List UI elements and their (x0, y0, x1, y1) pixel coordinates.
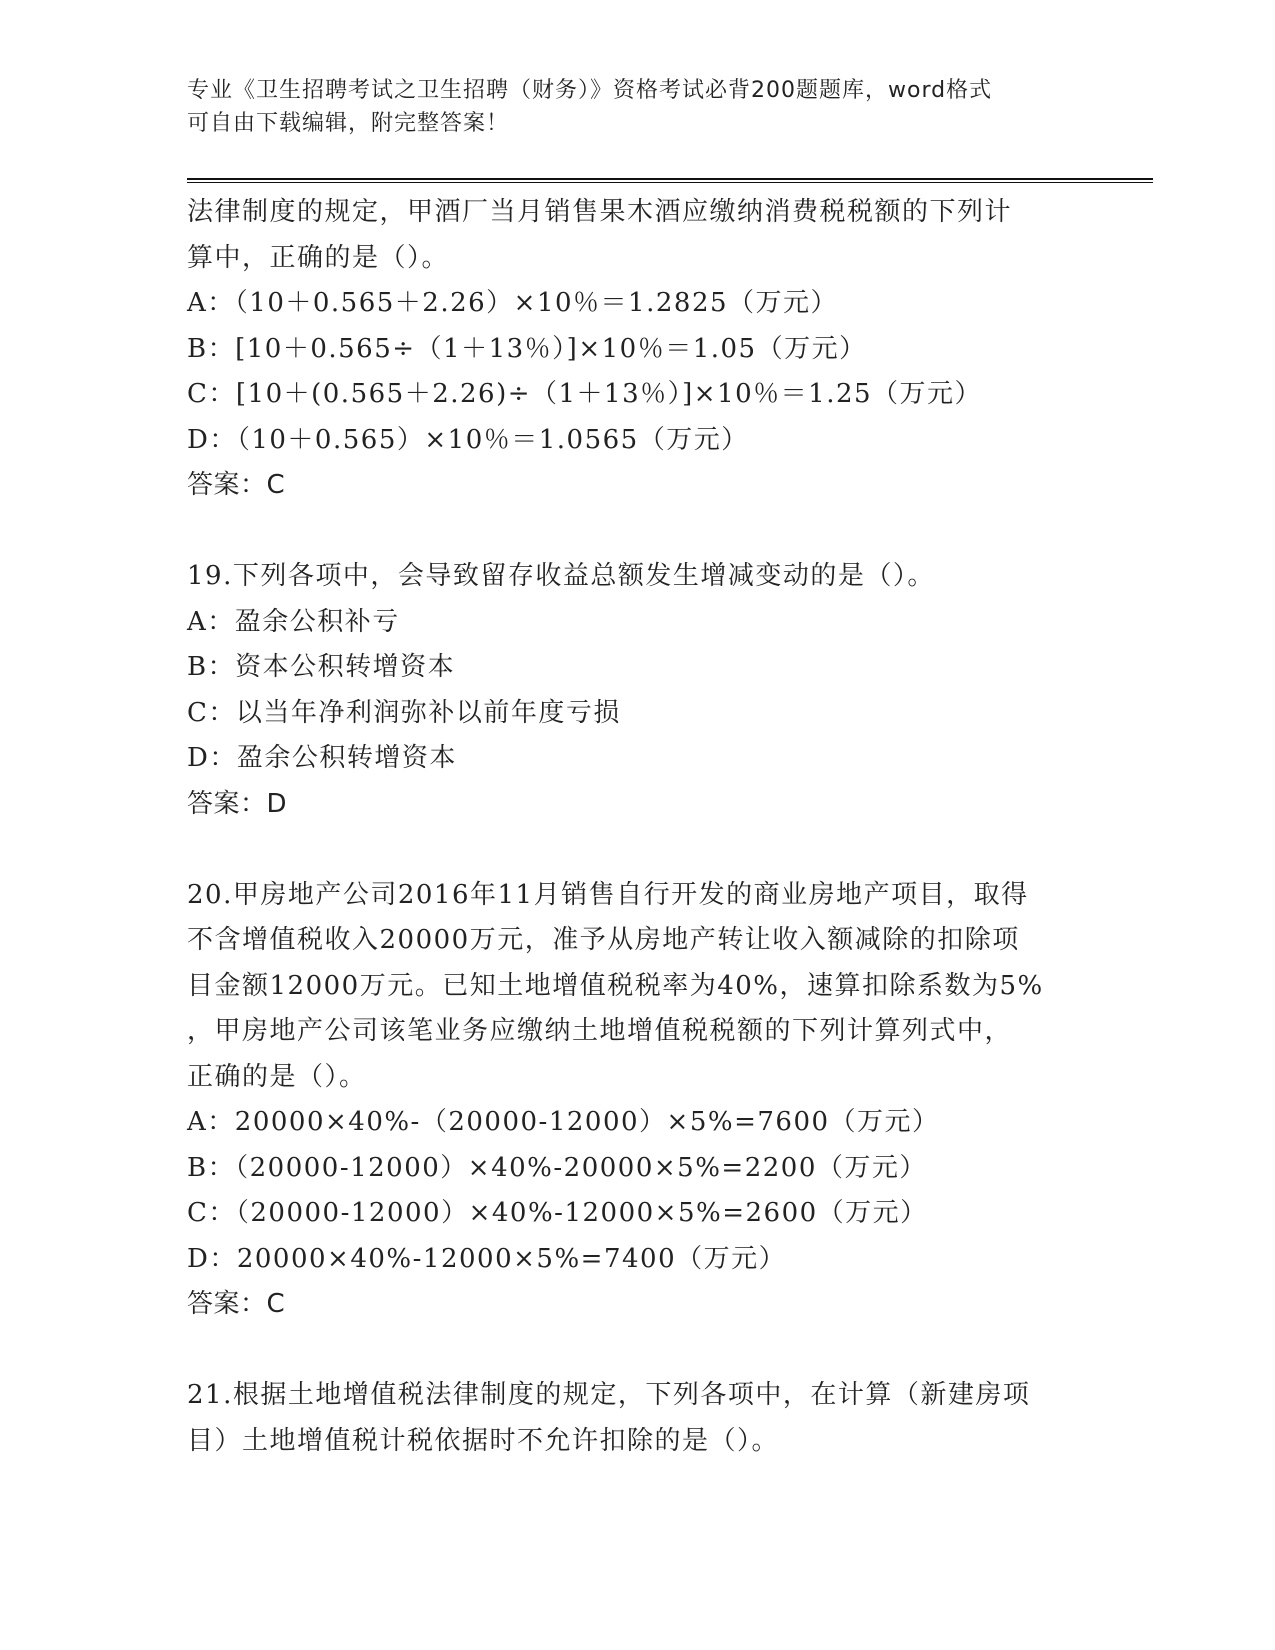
header-divider (187, 178, 1153, 183)
question-stem-line: 不含增值税收入20000万元，准予从房地产转让收入额减除的扣除项 (187, 925, 1020, 955)
question-20 (187, 873, 1087, 1328)
question-stem-line: 21.根据土地增值税法律制度的规定，下列各项中，在计算（新建房项 (187, 1380, 1031, 1410)
option-a: A：盈余公积补亏 (187, 606, 400, 637)
question-stem-line: 算中，正确的是（）。 (187, 242, 450, 273)
option-b: B：（20000-12000）×40%-20000×5%=2200（万元） (187, 1152, 927, 1183)
option-b: B：资本公积转增资本 (187, 652, 456, 682)
question-21 (187, 1373, 1087, 1464)
header-line-2: 可自由下载编辑，附完整答案！ (187, 111, 510, 136)
option-c: C：[10＋(0.565＋2.26)÷（1＋13％）]×10％＝1.25（万元） (187, 379, 983, 409)
document-body (187, 190, 1087, 1464)
option-d: D：20000×40%-12000×5%=7400（万元） (187, 1243, 787, 1274)
question-stem-line: 法律制度的规定，甲酒厂当月销售果木酒应缴纳消费税税额的下列计 (187, 197, 1013, 227)
question-stem-line: 19.下列各项中，会导致留存收益总额发生增减变动的是（）。 (187, 561, 935, 591)
spacer (187, 509, 1087, 555)
spacer (187, 827, 1087, 873)
question-19 (187, 554, 1087, 827)
question-stem-line: 20.甲房地产公司2016年11月销售自行开发的商业房地产项目，取得 (187, 879, 1029, 910)
option-a: A：（10＋0.565＋2.26）×10％＝1.2825（万元） (187, 288, 839, 318)
question-stem-line: ，甲房地产公司该笔业务应缴纳土地增值税税额的下列计算列式中， (187, 1016, 1013, 1046)
option-b: B：[10＋0.565÷（1＋13％）]×10％＝1.05（万元） (187, 333, 867, 364)
question-stem-line: 正确的是（）。 (187, 1061, 367, 1092)
question-stem-line: 目）土地增值税计税依据时不允许扣除的是（）。 (187, 1425, 780, 1456)
document-header (187, 74, 1067, 140)
option-a: A：20000×40%-（20000-12000）×5%=7600（万元） (187, 1107, 940, 1137)
answer-line: 答案：C (187, 1289, 286, 1319)
option-c: C：以当年净利润弥补以前年度亏损 (187, 697, 621, 728)
answer-line: 答案：D (187, 788, 288, 819)
option-d: D：（10＋0.565）×10％＝1.0565（万元） (187, 424, 749, 455)
spacer (187, 1328, 1087, 1374)
header-line-1: 专业《卫生招聘考试之卫生招聘（财务）》资格考试必背200题题库，word格式 (187, 78, 993, 103)
option-d: D：盈余公积转增资本 (187, 743, 457, 773)
question-18 (187, 190, 1087, 509)
question-stem-line: 目金额12000万元。已知土地增值税税率为40%，速算扣除系数为5% (187, 970, 1044, 1001)
answer-line: 答案：C (187, 470, 286, 500)
option-c: C：（20000-12000）×40%-12000×5%=2600（万元） (187, 1198, 928, 1228)
